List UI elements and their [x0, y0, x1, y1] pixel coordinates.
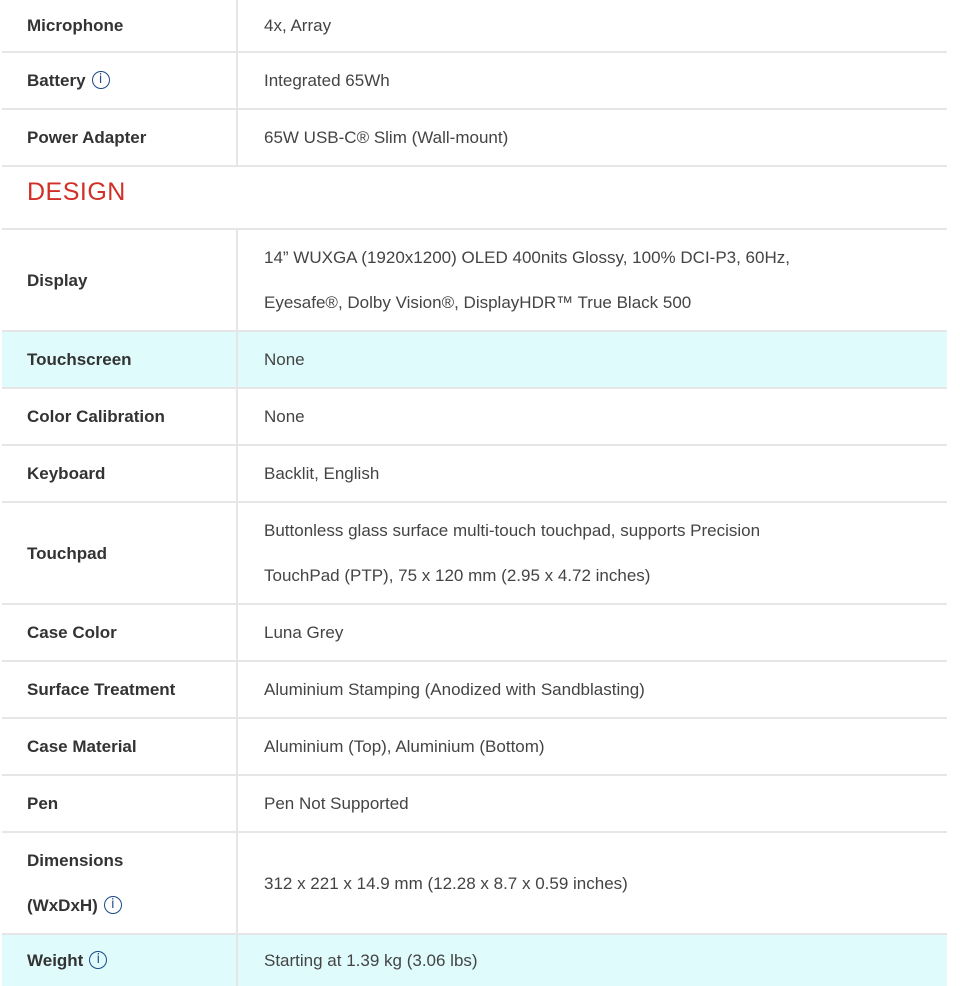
spec-label: Case Color — [2, 604, 237, 661]
spec-label: Surface Treatment — [2, 661, 237, 718]
spec-row-weight — [2, 934, 947, 986]
spec-table-top — [2, 0, 947, 167]
spec-value: Backlit, English — [237, 445, 947, 502]
info-circle-icon[interactable]: i — [89, 951, 107, 969]
spec-label-cell — [2, 934, 237, 986]
spec-row-case-color — [2, 604, 947, 661]
spec-value — [237, 502, 947, 604]
spec-value — [237, 230, 947, 331]
spec-row-keyboard — [2, 445, 947, 502]
spec-value-line: Buttonless glass surface multi-touch touchpad, supports Precision — [264, 521, 761, 540]
spec-label: Microphone — [2, 0, 237, 52]
spec-label: Power Adapter — [2, 109, 237, 166]
spec-value: 4x, Array — [237, 0, 947, 52]
spec-value: Integrated 65Wh — [237, 52, 947, 109]
spec-value-line: 14” WUXGA (1920x1200) OLED 400nits Glossy, 100% DCI-P3, 60Hz, — [264, 248, 790, 267]
spec-label: Weight — [27, 951, 84, 970]
spec-value: Aluminium (Top), Aluminium (Bottom) — [237, 718, 947, 775]
spec-value-line: Eyesafe®, Dolby Vision®, DisplayHDR™ True Black 500 — [264, 293, 692, 312]
spec-label-line — [27, 883, 235, 928]
spec-value: 312 x 221 x 14.9 mm (12.28 x 8.7 x 0.59 inches) — [237, 832, 947, 934]
spec-row-surface-treatment — [2, 661, 947, 718]
info-circle-icon[interactable]: i — [104, 896, 122, 914]
spec-row-color-calibration — [2, 388, 947, 445]
spec-value: Starting at 1.39 kg (3.06 lbs) — [237, 934, 947, 986]
spec-row-touchscreen — [2, 331, 947, 388]
spec-row-display — [2, 230, 947, 331]
spec-row-pen — [2, 775, 947, 832]
spec-value: Aluminium Stamping (Anodized with Sandblasting) — [237, 661, 947, 718]
spec-value: Pen Not Supported — [237, 775, 947, 832]
spec-label-cell — [2, 52, 237, 109]
spec-row-battery — [2, 52, 947, 109]
spec-row-touchpad — [2, 502, 947, 604]
spec-label: Color Calibration — [2, 388, 237, 445]
spec-value: 65W USB-C® Slim (Wall-mount) — [237, 109, 947, 166]
spec-label: Touchpad — [2, 502, 237, 604]
spec-value: None — [237, 331, 947, 388]
spec-row-power-adapter — [2, 109, 947, 166]
info-circle-icon[interactable]: i — [92, 71, 110, 89]
spec-label: Case Material — [2, 718, 237, 775]
spec-label-suffix: (WxDxH) — [27, 896, 98, 915]
spec-label: Dimensions — [27, 851, 124, 870]
spec-label-cell — [2, 832, 237, 934]
spec-value: None — [237, 388, 947, 445]
spec-label: Battery — [27, 71, 86, 90]
spec-table-design — [2, 230, 947, 986]
spec-label: Touchscreen — [2, 331, 237, 388]
spec-row-case-material — [2, 718, 947, 775]
spec-value-line: TouchPad (PTP), 75 x 120 mm (2.95 x 4.72 inches) — [264, 566, 651, 585]
spec-row-dimensions — [2, 832, 947, 934]
spec-label: Pen — [2, 775, 237, 832]
section-title-design: DESIGN — [27, 178, 126, 206]
spec-label: Keyboard — [2, 445, 237, 502]
spec-row-microphone — [2, 0, 947, 52]
spec-value: Luna Grey — [237, 604, 947, 661]
spec-label: Display — [2, 230, 237, 331]
